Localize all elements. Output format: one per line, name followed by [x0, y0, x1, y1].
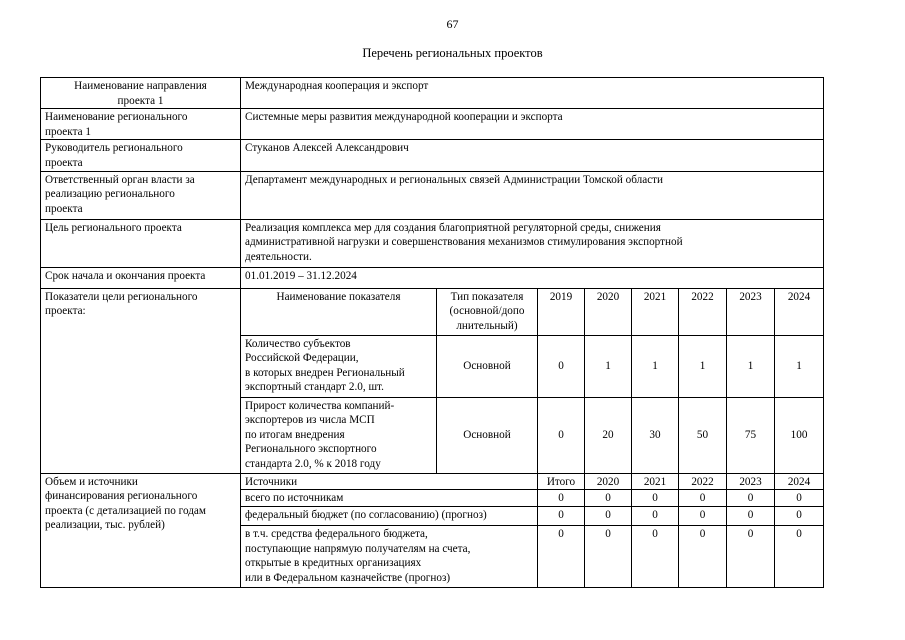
indicator-value: 1 — [632, 335, 679, 397]
indicator-type: Основной — [437, 397, 538, 473]
project-name-label: Наименование регионального проекта 1 — [41, 109, 241, 140]
financing-source: в т.ч. средства федерального бюджета, поступающие напрямую получателям на счета, открытые в кредитных организациях или в Федеральном казначействе (прогноз) — [241, 526, 538, 588]
financing-value: 0 — [727, 526, 775, 588]
page-number: 67 — [446, 17, 459, 31]
table-row — [41, 109, 824, 140]
indicator-value: 1 — [775, 335, 824, 397]
year-header: 2023 — [727, 288, 775, 335]
financing-value: 0 — [727, 507, 775, 526]
financing-value: 0 — [775, 507, 824, 526]
indicator-value: 1 — [585, 335, 632, 397]
authority-label: Ответственный орган власти за реализацию регионального проекта — [41, 171, 241, 219]
indicator-value: 20 — [585, 397, 632, 473]
page-title: Перечень региональных проектов — [362, 46, 543, 60]
financing-value: 0 — [632, 507, 679, 526]
year-header: 2024 — [775, 288, 824, 335]
year-header: 2020 — [585, 473, 632, 490]
indicators-header-row — [41, 288, 824, 335]
indicator-type-header: Тип показателя (основной/допо лнительный) — [437, 288, 538, 335]
financing-value: 0 — [775, 490, 824, 507]
financing-source-header: Источники — [241, 473, 538, 490]
indicators-label: Показатели цели регионального проекта: — [41, 288, 241, 473]
financing-source: всего по источникам — [241, 490, 538, 507]
financing-value: 0 — [538, 507, 585, 526]
year-header: 2023 — [727, 473, 775, 490]
year-header: 2022 — [679, 288, 727, 335]
financing-value: 0 — [727, 490, 775, 507]
project-head-label: Руководитель регионального проекта — [41, 140, 241, 171]
project-name-value: Системные меры развития международной кооперации и экспорта — [241, 109, 824, 140]
financing-value: 0 — [538, 490, 585, 507]
table-row — [41, 219, 824, 267]
financing-value: 0 — [775, 526, 824, 588]
year-header: 2022 — [679, 473, 727, 490]
indicator-type: Основной — [437, 335, 538, 397]
financing-value: 0 — [679, 526, 727, 588]
indicator-name: Прирост количества компаний- экспортеров из числа МСП по итогам внедрения Регионального экспортного стандарта 2.0, % к 2018 году — [241, 397, 437, 473]
financing-value: 0 — [679, 507, 727, 526]
financing-source: федеральный бюджет (по согласованию) (прогноз) — [241, 507, 538, 526]
year-header: 2024 — [775, 473, 824, 490]
financing-value: 0 — [632, 490, 679, 507]
financing-value: 0 — [538, 526, 585, 588]
indicator-value: 0 — [538, 397, 585, 473]
direction-value: Международная кооперация и экспорт — [241, 78, 824, 109]
financing-value: 0 — [585, 526, 632, 588]
table-row — [41, 171, 824, 219]
indicator-value: 100 — [775, 397, 824, 473]
financing-total-header: Итого — [538, 473, 585, 490]
financing-value: 0 — [632, 526, 679, 588]
financing-label: Объем и источники финансирования регионального проекта (с детализацией по годам реализации, тыс. рублей) — [41, 473, 241, 588]
term-label: Срок начала и окончания проекта — [41, 267, 241, 288]
goal-label: Цель регионального проекта — [41, 219, 241, 267]
term-value: 01.01.2019 – 31.12.2024 — [241, 267, 824, 288]
financing-value: 0 — [585, 490, 632, 507]
goal-value: Реализация комплекса мер для создания благоприятной регуляторной среды, снижения административной нагрузки и совершенствования механизмов стимулирования экспортной деятельности. — [241, 219, 824, 267]
indicator-name-header: Наименование показателя — [241, 288, 437, 335]
indicator-value: 1 — [727, 335, 775, 397]
year-header: 2020 — [585, 288, 632, 335]
table-row — [41, 78, 824, 109]
indicator-value: 1 — [679, 335, 727, 397]
year-header: 2021 — [632, 473, 679, 490]
financing-value: 0 — [679, 490, 727, 507]
year-header: 2021 — [632, 288, 679, 335]
financing-header-row — [41, 473, 824, 490]
indicator-name: Количество субъектов Российской Федерации, в которых внедрен Региональный экспортный стандарт 2.0, шт. — [241, 335, 437, 397]
year-header: 2019 — [538, 288, 585, 335]
authority-value: Департамент международных и региональных связей Администрации Томской области — [241, 171, 824, 219]
indicator-value: 75 — [727, 397, 775, 473]
regional-projects-table — [40, 77, 824, 588]
indicator-value: 0 — [538, 335, 585, 397]
project-head-value: Стуканов Алексей Александрович — [241, 140, 824, 171]
direction-label: Наименование направления проекта 1 — [41, 78, 241, 109]
table-row — [41, 140, 824, 171]
indicator-value: 30 — [632, 397, 679, 473]
table-row — [41, 267, 824, 288]
indicator-value: 50 — [679, 397, 727, 473]
financing-value: 0 — [585, 507, 632, 526]
